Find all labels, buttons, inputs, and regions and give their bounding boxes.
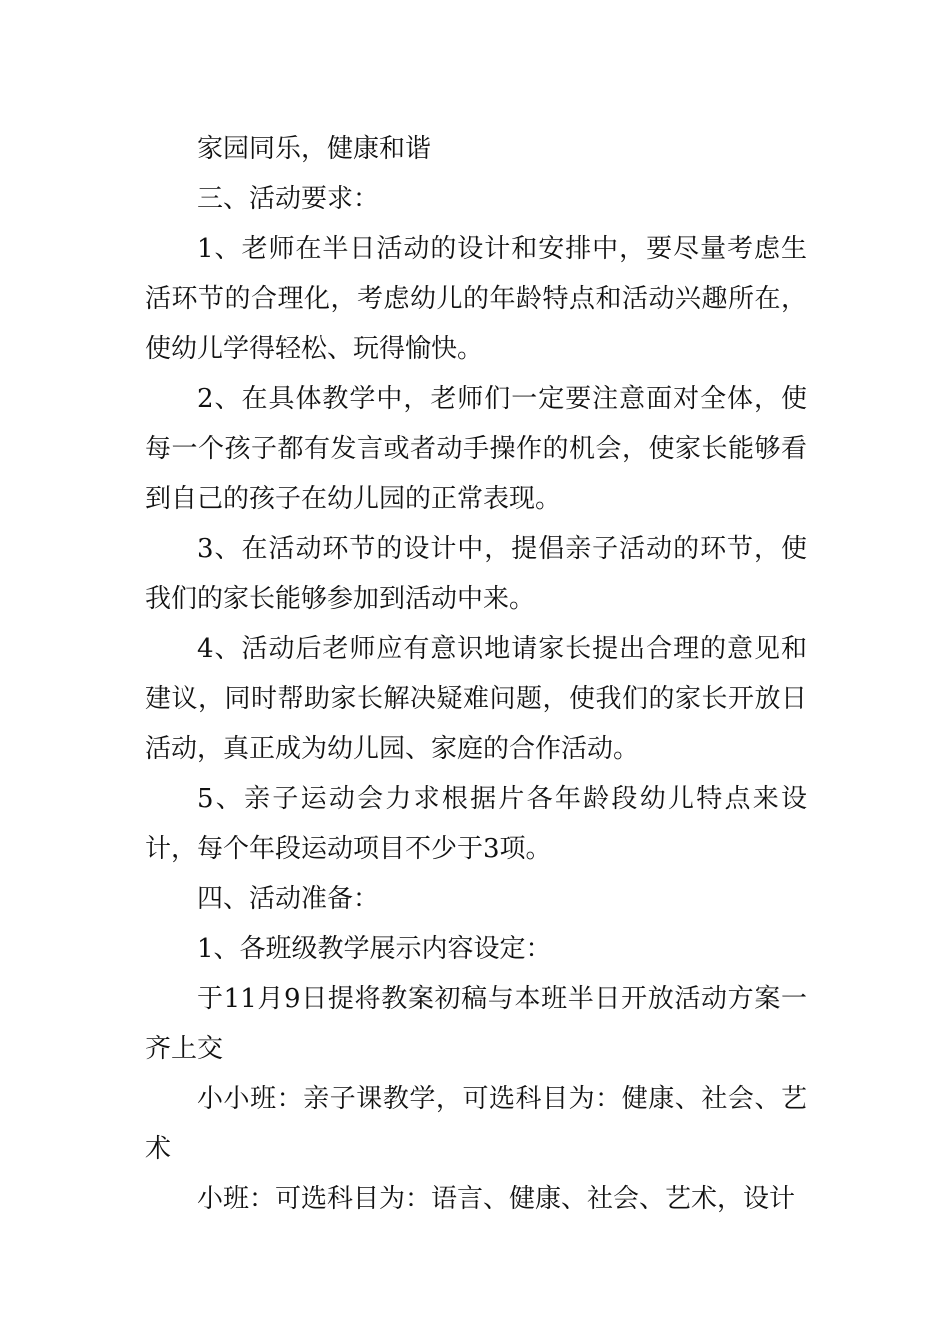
paragraph-requirement-4: 4、活动后老师应有意识地请家长提出合理的意见和建议，同时帮助家长解决疑难问题，使我们的家长开放日活动，真正成为幼儿园、家庭的合作活动。 [145, 634, 807, 764]
paragraph-requirement-1: 1、老师在半日活动的设计和安排中，要尽量考虑生活环节的合理化，考虑幼儿的年龄特点和活动兴趣所在，使幼儿学得轻松、玩得愉快。 [145, 234, 807, 364]
paragraph-requirement-3: 3、在活动环节的设计中，提倡亲子活动的环节，使我们的家长能够参加到活动中来。 [145, 534, 807, 614]
heading-activity-preparation: 四、活动准备： [197, 884, 380, 914]
paragraph-submission: 于11月9日提将教案初稿与本班半日开放活动方案一齐上交 [145, 984, 807, 1064]
paragraph-motto: 家园同乐，健康和谐 [197, 134, 432, 164]
document-body [145, 124, 807, 1224]
paragraph-junior-class: 小班：可选科目为：语言、健康、社会、艺术，设计 [197, 1184, 796, 1214]
heading-activity-requirements: 三、活动要求： [197, 184, 380, 214]
paragraph-nursery-class: 小小班：亲子课教学，可选科目为：健康、社会、艺术 [145, 1084, 807, 1164]
paragraph-preparation-1: 1、各班级教学展示内容设定： [197, 934, 552, 964]
paragraph-requirement-2: 2、在具体教学中，老师们一定要注意面对全体，使每一个孩子都有发言或者动手操作的机会，使家长能够看到自己的孩子在幼儿园的正常表现。 [145, 384, 807, 514]
paragraph-requirement-5: 5、亲子运动会力求根据片各年龄段幼儿特点来设计，每个年段运动项目不少于3项。 [145, 784, 807, 864]
